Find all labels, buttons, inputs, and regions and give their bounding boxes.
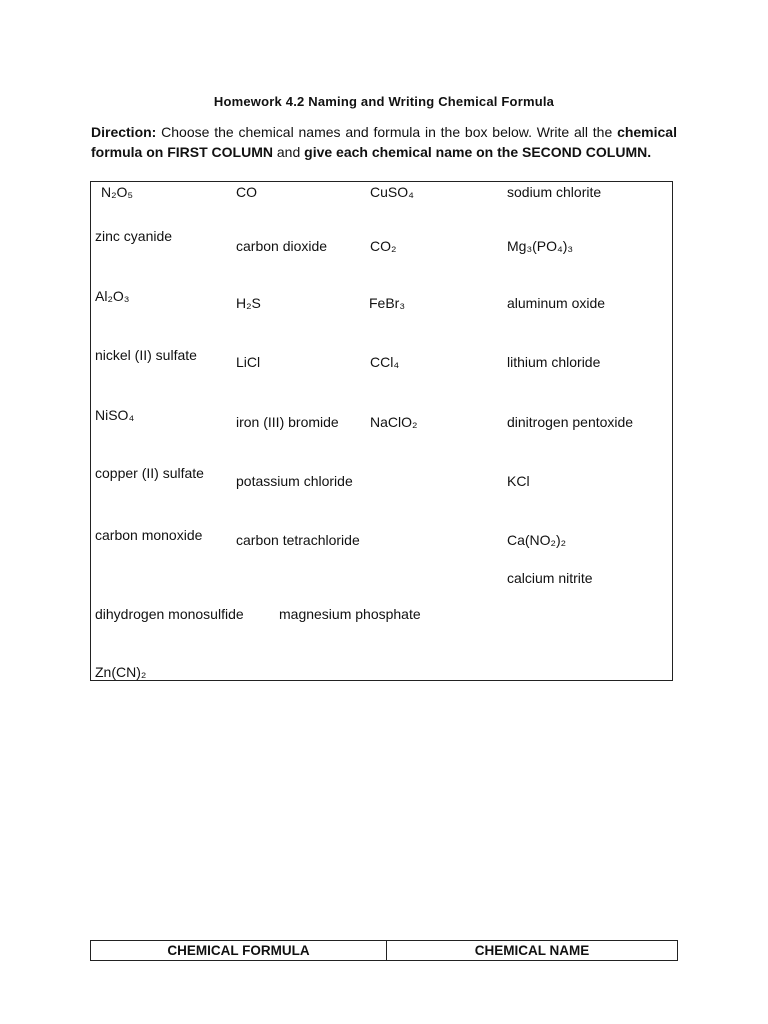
chemical-name-header: CHEMICAL NAME bbox=[387, 941, 678, 961]
box-item-zinc-cyanide: zinc cyanide bbox=[95, 228, 173, 244]
box-item-mg3po42: Mg₃(PO₄)₃ bbox=[507, 238, 574, 254]
box-item-febr3: FeBr₃ bbox=[369, 295, 406, 311]
direction-label: Direction: bbox=[91, 124, 157, 140]
direction-bold-2: give each chemical name on the SECOND COLUMN. bbox=[304, 143, 652, 160]
direction-bold-1: chemical formula on FIRST COLUMN bbox=[91, 124, 677, 160]
box-item-carbon-tetrachloride: carbon tetrachloride bbox=[236, 532, 360, 548]
chemical-formula-header: CHEMICAL FORMULA bbox=[91, 941, 387, 961]
box-item-magnesium-phosphate: magnesium phosphate bbox=[279, 606, 421, 622]
box-item-al2o3: Al₂O₃ bbox=[95, 288, 130, 304]
direction-text-2: and bbox=[273, 143, 305, 160]
box-item-licl: LiCl bbox=[236, 354, 261, 370]
box-item-dihydrogen-monosulfide: dihydrogen monosulfide bbox=[95, 606, 244, 622]
page-title: Homework 4.2 Naming and Writing Chemical Formula bbox=[213, 94, 555, 109]
direction-paragraph bbox=[91, 123, 677, 162]
box-item-nickel-sulfate: nickel (II) sulfate bbox=[95, 347, 197, 363]
answer-table bbox=[90, 940, 678, 961]
direction-text-1: Choose the chemical names and formula in the box below. Write all the bbox=[156, 124, 618, 140]
box-item-niso4: NiSO₄ bbox=[95, 407, 135, 423]
box-item-co2: CO₂ bbox=[370, 238, 397, 254]
box-item-copper-sulfate: copper (II) sulfate bbox=[95, 465, 204, 481]
box-item-h2s: H₂S bbox=[236, 295, 261, 311]
box-item-kcl: KCl bbox=[507, 473, 530, 489]
box-item-n2o5: N₂O₅ bbox=[101, 184, 134, 200]
box-item-calcium-nitrite: calcium nitrite bbox=[507, 570, 593, 586]
box-item-lithium-chloride: lithium chloride bbox=[507, 354, 601, 370]
box-item-cuso4: CuSO₄ bbox=[370, 184, 414, 200]
box-item-cano22: Ca(NO₂)₂ bbox=[507, 532, 567, 548]
box-item-iron-bromide: iron (III) bromide bbox=[236, 414, 339, 430]
box-item-carbon-monoxide: carbon monoxide bbox=[95, 527, 203, 543]
box-item-sodium-chlorite: sodium chlorite bbox=[507, 184, 602, 200]
box-item-carbon-dioxide: carbon dioxide bbox=[236, 238, 328, 254]
box-item-dinitrogen-pentoxide: dinitrogen pentoxide bbox=[507, 414, 634, 430]
box-item-co: CO bbox=[236, 184, 257, 200]
box-item-zncn2: Zn(CN)₂ bbox=[95, 664, 147, 680]
box-item-potassium-chloride: potassium chloride bbox=[236, 473, 353, 489]
box-item-ccl4: CCl₄ bbox=[370, 354, 400, 370]
box-item-aluminum-oxide: aluminum oxide bbox=[507, 295, 606, 311]
box-item-naclo2: NaClO₂ bbox=[370, 414, 418, 430]
answer-table-header-row bbox=[91, 941, 678, 961]
